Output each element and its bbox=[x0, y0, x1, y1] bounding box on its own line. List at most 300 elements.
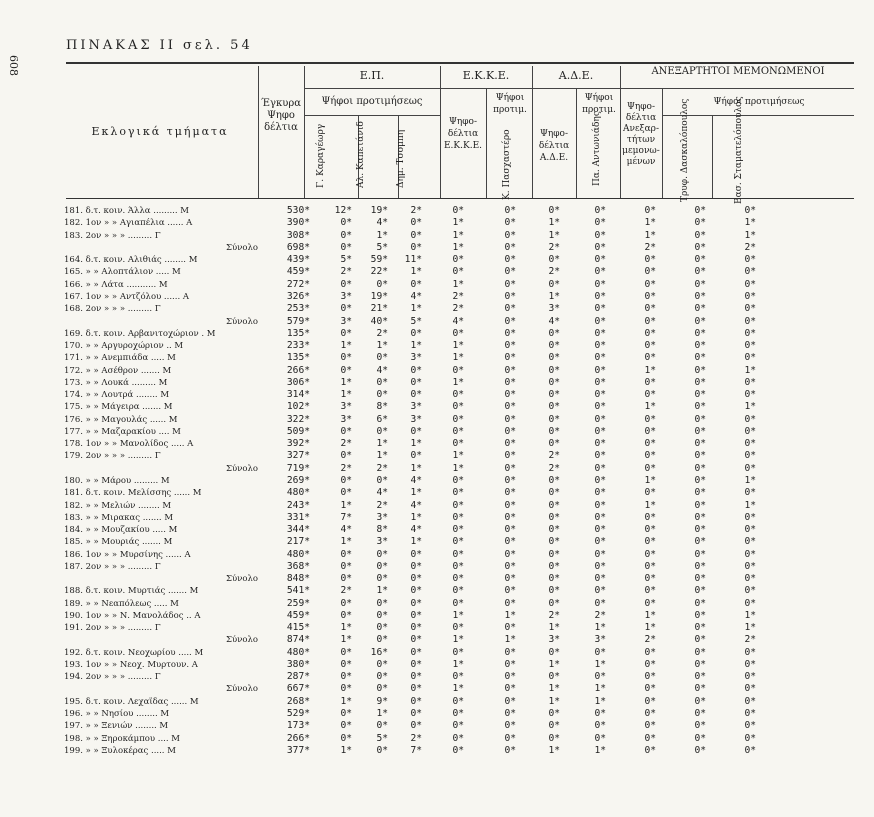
table-total-row bbox=[64, 315, 756, 327]
cell-value: 0* bbox=[548, 401, 560, 413]
cell-value: 2* bbox=[340, 585, 352, 597]
cell-value: 0* bbox=[694, 327, 706, 339]
cell-value: 0* bbox=[594, 229, 606, 241]
cell-value: 874* bbox=[286, 634, 310, 646]
cell-value: 2* bbox=[644, 634, 656, 646]
cell-value: 266* bbox=[286, 732, 310, 744]
cell-value: 1* bbox=[340, 622, 352, 634]
table-row bbox=[64, 487, 756, 499]
cell-value: 0* bbox=[548, 646, 560, 658]
cell-value: 0* bbox=[594, 573, 606, 585]
cell-value: 5* bbox=[340, 254, 352, 266]
cell-value: 0* bbox=[744, 205, 756, 217]
table-row bbox=[64, 328, 756, 340]
cell-value: 0* bbox=[376, 474, 388, 486]
cell-value: 0* bbox=[694, 708, 706, 720]
cell-value: 0* bbox=[744, 352, 756, 364]
cell-value: 509* bbox=[286, 425, 310, 437]
cell-value: 0* bbox=[594, 720, 606, 732]
cell-value: 0* bbox=[548, 327, 560, 339]
cell-value: 4* bbox=[452, 315, 464, 327]
cell-value: 314* bbox=[286, 389, 310, 401]
results-table bbox=[64, 205, 756, 757]
cell-value: 3* bbox=[410, 401, 422, 413]
cell-value: 0* bbox=[504, 597, 516, 609]
table-row bbox=[64, 450, 756, 462]
cell-value: 0* bbox=[340, 708, 352, 720]
cell-value: 0* bbox=[744, 548, 756, 560]
cell-value: 0* bbox=[694, 573, 706, 585]
cell-value: 0* bbox=[504, 425, 516, 437]
cell-value: 1* bbox=[744, 474, 756, 486]
cell-value: 0* bbox=[340, 352, 352, 364]
cell-value: 0* bbox=[744, 327, 756, 339]
cell-value: 0* bbox=[548, 708, 560, 720]
cell-value: 0* bbox=[744, 254, 756, 266]
cell-value: 0* bbox=[504, 720, 516, 732]
cell-value: 306* bbox=[286, 376, 310, 388]
cell-value: 0* bbox=[410, 450, 422, 462]
cell-value: 0* bbox=[644, 720, 656, 732]
cell-value: 0* bbox=[644, 708, 656, 720]
cell-value: 0* bbox=[548, 720, 560, 732]
cell-value: 0* bbox=[504, 548, 516, 560]
cell-value: 0* bbox=[694, 646, 706, 658]
cell-value: 0* bbox=[694, 671, 706, 683]
cell-value: 0* bbox=[340, 597, 352, 609]
cell-value: 253* bbox=[286, 303, 310, 315]
table-row bbox=[64, 217, 756, 229]
cell-value: 259* bbox=[286, 597, 310, 609]
cell-value: 0* bbox=[410, 217, 422, 229]
cell-value: 0* bbox=[376, 744, 388, 756]
cell-value: 0* bbox=[376, 389, 388, 401]
cell-value: 1* bbox=[410, 462, 422, 474]
cell-value: 1* bbox=[376, 585, 388, 597]
cell-value: 0* bbox=[744, 695, 756, 707]
cell-value: 0* bbox=[744, 708, 756, 720]
cell-value: 0* bbox=[340, 327, 352, 339]
cell-value: 0* bbox=[594, 487, 606, 499]
cell-value: 0* bbox=[744, 524, 756, 536]
cell-value: 0* bbox=[548, 573, 560, 585]
col-header-ep-candidate-2: Αλ. Καπετάνιδ bbox=[356, 121, 366, 188]
row-label: 192. δ.τ. κοιν. Νεοχωρίου ..... Μ bbox=[64, 647, 204, 658]
cell-value: 0* bbox=[594, 376, 606, 388]
cell-value: 3* bbox=[376, 536, 388, 548]
cell-value: 2* bbox=[744, 241, 756, 253]
table-row bbox=[64, 512, 756, 524]
cell-value: 0* bbox=[340, 474, 352, 486]
cell-value: 1* bbox=[644, 217, 656, 229]
col-header-valid-ballots: Έγκυρα Ψηφο δέλτια bbox=[261, 98, 301, 133]
cell-value: 0* bbox=[548, 364, 560, 376]
cell-value: 0* bbox=[504, 217, 516, 229]
cell-value: 0* bbox=[744, 732, 756, 744]
cell-value: 1* bbox=[548, 290, 560, 302]
cell-value: 0* bbox=[376, 352, 388, 364]
cell-value: 2* bbox=[452, 290, 464, 302]
cell-value: 0* bbox=[694, 376, 706, 388]
cell-value: 1* bbox=[744, 609, 756, 621]
cell-value: 0* bbox=[644, 389, 656, 401]
cell-value: 1* bbox=[548, 695, 560, 707]
cell-value: 1* bbox=[376, 708, 388, 720]
table-row bbox=[64, 647, 756, 659]
cell-value: 0* bbox=[452, 425, 464, 437]
cell-value: 1* bbox=[644, 401, 656, 413]
cell-value: 0* bbox=[594, 352, 606, 364]
cell-value: 415* bbox=[286, 622, 310, 634]
cell-value: 0* bbox=[694, 229, 706, 241]
cell-value: 0* bbox=[504, 352, 516, 364]
cell-value: 2* bbox=[548, 241, 560, 253]
row-label: 172. » » Ασέθρον ....... Μ bbox=[64, 365, 172, 376]
cell-value: 0* bbox=[594, 425, 606, 437]
cell-value: 4* bbox=[410, 524, 422, 536]
cell-value: 0* bbox=[548, 548, 560, 560]
cell-value: 0* bbox=[644, 646, 656, 658]
cell-value: 1* bbox=[452, 376, 464, 388]
cell-value: 0* bbox=[594, 266, 606, 278]
cell-value: 9* bbox=[376, 695, 388, 707]
cell-value: 0* bbox=[644, 352, 656, 364]
cell-value: 0* bbox=[644, 597, 656, 609]
cell-value: 0* bbox=[644, 450, 656, 462]
table-row bbox=[64, 561, 756, 573]
cell-value: 2* bbox=[644, 241, 656, 253]
cell-value: 1* bbox=[594, 695, 606, 707]
cell-value: 0* bbox=[594, 474, 606, 486]
cell-value: 0* bbox=[644, 254, 656, 266]
cell-value: 12* bbox=[334, 205, 352, 217]
cell-value: 0* bbox=[744, 425, 756, 437]
cell-value: 4* bbox=[410, 290, 422, 302]
cell-value: 0* bbox=[548, 524, 560, 536]
cell-value: 0* bbox=[410, 278, 422, 290]
cell-value: 40* bbox=[370, 315, 388, 327]
cell-value: 0* bbox=[594, 241, 606, 253]
row-label: 199. » » Ξυλοκέρας ..... Μ bbox=[64, 745, 176, 756]
cell-value: 0* bbox=[594, 499, 606, 511]
col-header-ade: Α.Δ.Ε. bbox=[558, 69, 594, 82]
cell-value: 667* bbox=[286, 683, 310, 695]
cell-value: 0* bbox=[504, 487, 516, 499]
cell-value: 0* bbox=[452, 585, 464, 597]
cell-value: 0* bbox=[744, 646, 756, 658]
cell-value: 1* bbox=[340, 376, 352, 388]
cell-value: 1* bbox=[594, 622, 606, 634]
col-header-ep-preferences: Ψήφοι προτιμήσεως bbox=[321, 96, 423, 107]
cell-value: 1* bbox=[548, 658, 560, 670]
cell-value: 1* bbox=[504, 634, 516, 646]
header-divider bbox=[440, 88, 532, 89]
cell-value: 1* bbox=[452, 217, 464, 229]
cell-value: 0* bbox=[376, 609, 388, 621]
table-row bbox=[64, 475, 756, 487]
cell-value: 0* bbox=[452, 266, 464, 278]
cell-value: 0* bbox=[594, 511, 606, 523]
row-label: 188. δ.τ. κοιν. Μυρτιάς ....... Μ bbox=[64, 586, 199, 597]
table-row bbox=[64, 291, 756, 303]
row-label: 170. » » Αργυροχώριον .. Μ bbox=[64, 341, 184, 352]
cell-value: 0* bbox=[744, 511, 756, 523]
cell-value: 0* bbox=[744, 744, 756, 756]
cell-value: 1* bbox=[410, 340, 422, 352]
cell-value: 0* bbox=[376, 720, 388, 732]
cell-value: 331* bbox=[286, 511, 310, 523]
cell-value: 0* bbox=[744, 683, 756, 695]
cell-value: 0* bbox=[504, 573, 516, 585]
cell-value: 439* bbox=[286, 254, 310, 266]
cell-value: 0* bbox=[644, 585, 656, 597]
cell-value: 0* bbox=[594, 450, 606, 462]
cell-value: 0* bbox=[694, 315, 706, 327]
cell-value: 0* bbox=[694, 241, 706, 253]
cell-value: 0* bbox=[376, 278, 388, 290]
cell-value: 0* bbox=[410, 609, 422, 621]
cell-value: 0* bbox=[694, 585, 706, 597]
cell-value: 0* bbox=[340, 683, 352, 695]
cell-value: 0* bbox=[504, 536, 516, 548]
cell-value: 0* bbox=[504, 683, 516, 695]
cell-value: 0* bbox=[594, 548, 606, 560]
cell-value: 1* bbox=[744, 622, 756, 634]
header-divider bbox=[712, 115, 713, 198]
cell-value: 0* bbox=[644, 327, 656, 339]
header-divider bbox=[258, 66, 259, 198]
cell-value: 0* bbox=[594, 340, 606, 352]
cell-value: 0* bbox=[744, 658, 756, 670]
cell-value: 0* bbox=[452, 511, 464, 523]
cell-value: 0* bbox=[504, 364, 516, 376]
cell-value: 1* bbox=[410, 438, 422, 450]
cell-value: 459* bbox=[286, 609, 310, 621]
cell-value: 1* bbox=[376, 450, 388, 462]
cell-value: 0* bbox=[644, 438, 656, 450]
cell-value: 0* bbox=[340, 573, 352, 585]
cell-value: 2* bbox=[548, 609, 560, 621]
cell-value: 2* bbox=[410, 205, 422, 217]
cell-value: 0* bbox=[410, 708, 422, 720]
cell-value: 1* bbox=[594, 683, 606, 695]
col-header-independents-ballots: Ψηφο- δέλτια Ανεξαρ- τήτων μεμονω- μένων bbox=[622, 102, 660, 167]
cell-value: 0* bbox=[452, 622, 464, 634]
cell-value: 0* bbox=[504, 241, 516, 253]
cell-value: 2* bbox=[452, 303, 464, 315]
cell-value: 0* bbox=[644, 524, 656, 536]
cell-value: 0* bbox=[548, 597, 560, 609]
cell-value: 0* bbox=[504, 744, 516, 756]
cell-value: 0* bbox=[504, 671, 516, 683]
cell-value: 0* bbox=[504, 450, 516, 462]
cell-value: 0* bbox=[594, 401, 606, 413]
cell-value: 1* bbox=[452, 683, 464, 695]
cell-value: 0* bbox=[504, 413, 516, 425]
cell-value: 272* bbox=[286, 278, 310, 290]
cell-value: 0* bbox=[744, 340, 756, 352]
cell-value: 0* bbox=[694, 266, 706, 278]
cell-value: 0* bbox=[694, 462, 706, 474]
cell-value: 0* bbox=[594, 327, 606, 339]
cell-value: 0* bbox=[644, 315, 656, 327]
cell-value: 0* bbox=[410, 658, 422, 670]
cell-value: 0* bbox=[504, 560, 516, 572]
table-row bbox=[64, 401, 756, 413]
table-row bbox=[64, 230, 756, 242]
col-header-ade-preferences: Ψήφοι προτιμ. bbox=[582, 93, 616, 115]
cell-value: 0* bbox=[694, 560, 706, 572]
cell-value: 0* bbox=[376, 658, 388, 670]
row-label: 169. δ.τ. κοιν. Αρβανιτοχώριον . Μ bbox=[64, 328, 216, 339]
cell-value: 0* bbox=[744, 438, 756, 450]
table-total-row bbox=[64, 242, 756, 254]
cell-value: 3* bbox=[548, 634, 560, 646]
col-header-independent-candidate-1: Τρυφ. Δασκαλόπουλος bbox=[680, 98, 690, 202]
cell-value: 0* bbox=[548, 732, 560, 744]
cell-value: 0* bbox=[452, 474, 464, 486]
cell-value: 0* bbox=[694, 450, 706, 462]
cell-value: 0* bbox=[452, 548, 464, 560]
cell-value: 4* bbox=[376, 217, 388, 229]
table-total-row bbox=[64, 634, 756, 646]
row-label: Σύνολο bbox=[226, 242, 258, 253]
table-row bbox=[64, 708, 756, 720]
cell-value: 1* bbox=[744, 401, 756, 413]
row-label: Σύνολο bbox=[226, 574, 258, 585]
cell-value: 0* bbox=[410, 597, 422, 609]
cell-value: 0* bbox=[644, 548, 656, 560]
cell-value: 579* bbox=[286, 315, 310, 327]
cell-value: 0* bbox=[452, 364, 464, 376]
cell-value: 268* bbox=[286, 695, 310, 707]
row-label: 183. » » Μιρακας ....... Μ bbox=[64, 512, 174, 523]
cell-value: 0* bbox=[504, 474, 516, 486]
cell-value: 0* bbox=[694, 634, 706, 646]
cell-value: 0* bbox=[452, 536, 464, 548]
cell-value: 1* bbox=[504, 609, 516, 621]
cell-value: 6* bbox=[376, 413, 388, 425]
cell-value: 1* bbox=[452, 352, 464, 364]
cell-value: 0* bbox=[548, 536, 560, 548]
cell-value: 0* bbox=[410, 622, 422, 634]
row-label: 197. » » Ξενιών ........ Μ bbox=[64, 721, 169, 732]
cell-value: 541* bbox=[286, 585, 310, 597]
row-label: Σύνολο bbox=[226, 316, 258, 327]
cell-value: 0* bbox=[376, 597, 388, 609]
table-row bbox=[64, 377, 756, 389]
cell-value: 529* bbox=[286, 708, 310, 720]
cell-value: 0* bbox=[644, 266, 656, 278]
cell-value: 0* bbox=[504, 401, 516, 413]
cell-value: 266* bbox=[286, 364, 310, 376]
cell-value: 0* bbox=[340, 671, 352, 683]
table-row bbox=[64, 364, 756, 376]
cell-value: 3* bbox=[340, 315, 352, 327]
table-row bbox=[64, 732, 756, 744]
cell-value: 0* bbox=[504, 340, 516, 352]
cell-value: 0* bbox=[644, 340, 656, 352]
row-label: 183. 2ον » » » ......... Γ bbox=[64, 230, 161, 241]
table-row bbox=[64, 659, 756, 671]
table-row bbox=[64, 340, 756, 352]
cell-value: 1* bbox=[594, 658, 606, 670]
row-label: 191. 2ον » » » ......... Γ bbox=[64, 623, 161, 634]
cell-value: 0* bbox=[452, 720, 464, 732]
cell-value: 0* bbox=[452, 413, 464, 425]
cell-value: 1* bbox=[410, 266, 422, 278]
cell-value: 368* bbox=[286, 560, 310, 572]
cell-value: 0* bbox=[694, 364, 706, 376]
cell-value: 1* bbox=[548, 744, 560, 756]
cell-value: 0* bbox=[548, 499, 560, 511]
cell-value: 0* bbox=[504, 646, 516, 658]
cell-value: 0* bbox=[376, 573, 388, 585]
cell-value: 3* bbox=[548, 303, 560, 315]
cell-value: 5* bbox=[376, 732, 388, 744]
cell-value: 0* bbox=[644, 732, 656, 744]
cell-value: 0* bbox=[548, 352, 560, 364]
cell-value: 2* bbox=[376, 462, 388, 474]
cell-value: 0* bbox=[644, 671, 656, 683]
cell-value: 0* bbox=[410, 646, 422, 658]
cell-value: 0* bbox=[744, 413, 756, 425]
cell-value: 1* bbox=[452, 634, 464, 646]
cell-value: 0* bbox=[548, 389, 560, 401]
cell-value: 0* bbox=[644, 290, 656, 302]
cell-value: 0* bbox=[452, 401, 464, 413]
row-label: 167. 1ον » » Αντζόλου ...... Α bbox=[64, 291, 189, 302]
row-label: 173. » » Λουκά ......... Μ bbox=[64, 377, 168, 388]
cell-value: 0* bbox=[410, 634, 422, 646]
cell-value: 0* bbox=[694, 511, 706, 523]
cell-value: 0* bbox=[694, 389, 706, 401]
cell-value: 0* bbox=[694, 352, 706, 364]
cell-value: 0* bbox=[744, 389, 756, 401]
cell-value: 0* bbox=[744, 462, 756, 474]
col-header-ekke-candidate-1: Κ. Πασχαστέρο bbox=[502, 129, 512, 200]
cell-value: 1* bbox=[340, 389, 352, 401]
table-row bbox=[64, 254, 756, 266]
row-label: 179. 2ον » » » ......... Γ bbox=[64, 451, 161, 462]
row-label: 174. » » Λουτρά ........ Μ bbox=[64, 390, 170, 401]
cell-value: 0* bbox=[340, 241, 352, 253]
cell-value: 0* bbox=[504, 266, 516, 278]
cell-value: 0* bbox=[452, 597, 464, 609]
row-label: 196. » » Νησίου ........ Μ bbox=[64, 709, 170, 720]
cell-value: 4* bbox=[376, 364, 388, 376]
header-divider bbox=[532, 66, 533, 198]
cell-value: 0* bbox=[594, 597, 606, 609]
row-label: 171. » » Ανεμπιάδα ..... Μ bbox=[64, 353, 176, 364]
cell-value: 0* bbox=[340, 278, 352, 290]
cell-value: 1* bbox=[644, 364, 656, 376]
cell-value: 0* bbox=[410, 389, 422, 401]
cell-value: 0* bbox=[410, 585, 422, 597]
cell-value: 0* bbox=[548, 438, 560, 450]
cell-value: 59* bbox=[370, 254, 388, 266]
header-divider bbox=[532, 88, 620, 89]
cell-value: 1* bbox=[452, 462, 464, 474]
row-label: 193. 1ον » » Νεοχ. Μυρτουν. Α bbox=[64, 659, 198, 670]
cell-value: 5* bbox=[376, 241, 388, 253]
cell-value: 0* bbox=[340, 217, 352, 229]
cell-value: 459* bbox=[286, 266, 310, 278]
cell-value: 0* bbox=[744, 266, 756, 278]
header-divider bbox=[304, 88, 440, 89]
cell-value: 327* bbox=[286, 450, 310, 462]
cell-value: 0* bbox=[694, 425, 706, 437]
